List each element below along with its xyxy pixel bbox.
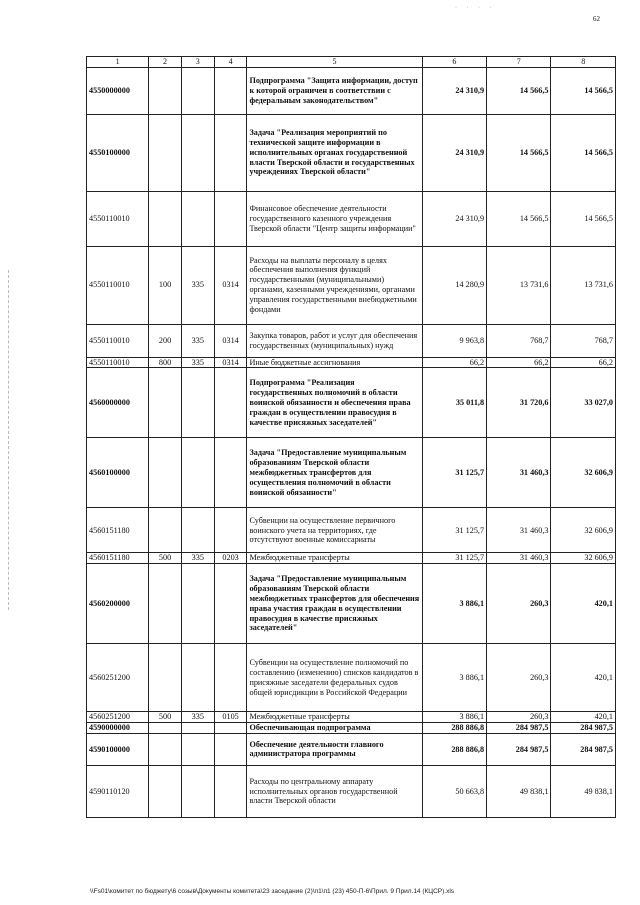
- table-row: [87, 508, 616, 553]
- header-cell: 6: [422, 57, 486, 68]
- code-cell: 4550110010: [87, 324, 149, 357]
- code-cell: 4560100000: [87, 438, 149, 508]
- table-row: [87, 723, 616, 734]
- amount-cell: 31 125,7: [422, 553, 486, 564]
- amount-cell: 260,3: [487, 712, 551, 723]
- code-cell: 4590100000: [87, 733, 149, 765]
- amount-cell: 768,7: [487, 324, 551, 357]
- amount-cell: 260,3: [487, 644, 551, 712]
- code-cell: 4550110010: [87, 191, 149, 246]
- table-row: [87, 246, 616, 324]
- table-row: [87, 67, 616, 114]
- amount-cell: 14 280,9: [422, 246, 486, 324]
- amount-cell: 24 310,9: [422, 191, 486, 246]
- amount-cell: 32 606,9: [551, 438, 616, 508]
- table-row: [87, 191, 616, 246]
- description-cell: Задача "Предоставление муниципальным образованиям Тверской области межбюджетных трансфертов для осуществления полномочий в области воинской обязанности": [247, 438, 422, 508]
- amount-cell: 9 963,8: [422, 324, 486, 357]
- file-path-footer: \\Fs01\комитет по бюджету\6 созыв\Документы комитета\23 заседание (2)\п1\п1 (23) 450-П-6\Прил. 9 Прил.14 (КЦСР).xls: [90, 888, 455, 895]
- chapter-cell: [181, 114, 214, 191]
- description-cell: Финансовое обеспечение деятельности государственного казенного учреждения Тверской области "Центр защиты информации": [247, 191, 422, 246]
- header-cell: 3: [181, 57, 214, 68]
- chapter-cell: [181, 733, 214, 765]
- amount-cell: 768,7: [551, 324, 616, 357]
- header-cell: 4: [214, 57, 247, 68]
- chapter-cell: [181, 508, 214, 553]
- table-row: [87, 644, 616, 712]
- table-row: [87, 324, 616, 357]
- section-cell: 0314: [214, 246, 247, 324]
- amount-cell: 284 987,5: [487, 723, 551, 734]
- section-cell: 0203: [214, 553, 247, 564]
- code-cell: 4560151180: [87, 508, 149, 553]
- description-cell: Подпрограмма "Реализация государственных полномочий в области воинской обязанности и обеспечения права граждан в осуществлении правосудия в качестве присяжных заседателей": [247, 368, 422, 438]
- amount-cell: 284 987,5: [487, 733, 551, 765]
- section-cell: [214, 644, 247, 712]
- code-cell: 4560000000: [87, 368, 149, 438]
- scan-marks: · · · ·: [455, 5, 496, 11]
- amount-cell: 14 566,5: [551, 191, 616, 246]
- chapter-cell: 335: [181, 712, 214, 723]
- chapter-cell: [181, 191, 214, 246]
- group-cell: [149, 67, 182, 114]
- table-row: [87, 553, 616, 564]
- section-cell: [214, 114, 247, 191]
- section-cell: [214, 191, 247, 246]
- amount-cell: 260,3: [487, 564, 551, 644]
- amount-cell: 49 838,1: [487, 765, 551, 817]
- code-cell: 4590000000: [87, 723, 149, 734]
- description-cell: Расходы по центральному аппарату исполнительных органов государственной власти Тверской области: [247, 765, 422, 817]
- section-cell: 0314: [214, 357, 247, 368]
- group-cell: [149, 564, 182, 644]
- amount-cell: 31 720,6: [487, 368, 551, 438]
- budget-table: [86, 56, 616, 818]
- amount-cell: 14 566,5: [487, 191, 551, 246]
- group-cell: [149, 508, 182, 553]
- header-cell: 2: [149, 57, 182, 68]
- header-cell: 7: [487, 57, 551, 68]
- table-row: [87, 712, 616, 723]
- amount-cell: 35 011,8: [422, 368, 486, 438]
- description-cell: Задача "Реализация мероприятий по технической защите информации в исполнительных органах государственной власти Тверской области и государственных учреждениях Тверской области": [247, 114, 422, 191]
- chapter-cell: [181, 368, 214, 438]
- amount-cell: 24 310,9: [422, 114, 486, 191]
- table-row: [87, 733, 616, 765]
- amount-cell: 3 886,1: [422, 644, 486, 712]
- amount-cell: 24 310,9: [422, 67, 486, 114]
- header-cell: 8: [551, 57, 616, 68]
- code-cell: 4550110010: [87, 246, 149, 324]
- section-cell: [214, 723, 247, 734]
- table-row: [87, 357, 616, 368]
- group-cell: [149, 733, 182, 765]
- scan-margin-marks: [8, 270, 10, 610]
- description-cell: Расходы на выплаты персоналу в целях обеспечения выполнения функций государственными (муниципальными) органами, казенными учреждениями, органами управления государственными внебюджетными фондами: [247, 246, 422, 324]
- group-cell: [149, 644, 182, 712]
- amount-cell: 420,1: [551, 712, 616, 723]
- chapter-cell: 335: [181, 246, 214, 324]
- amount-cell: 66,2: [551, 357, 616, 368]
- amount-cell: 49 838,1: [551, 765, 616, 817]
- description-cell: Задача "Предоставление муниципальным образованиям Тверской области межбюджетных трансфертов для обеспечения права участия граждан в осуществлении правосудия в качестве присяжных заседателей": [247, 564, 422, 644]
- section-cell: [214, 765, 247, 817]
- chapter-cell: [181, 644, 214, 712]
- amount-cell: 420,1: [551, 564, 616, 644]
- code-cell: 4560251200: [87, 644, 149, 712]
- amount-cell: 288 886,8: [422, 733, 486, 765]
- table-header-row: [87, 57, 616, 68]
- amount-cell: 420,1: [551, 644, 616, 712]
- group-cell: 100: [149, 246, 182, 324]
- section-cell: 0314: [214, 324, 247, 357]
- header-cell: 5: [247, 57, 422, 68]
- table-row: [87, 765, 616, 817]
- group-cell: [149, 765, 182, 817]
- group-cell: 500: [149, 712, 182, 723]
- code-cell: 4560151180: [87, 553, 149, 564]
- code-cell: 4590110120: [87, 765, 149, 817]
- code-cell: 4550000000: [87, 67, 149, 114]
- chapter-cell: [181, 438, 214, 508]
- amount-cell: 14 566,5: [487, 67, 551, 114]
- chapter-cell: [181, 67, 214, 114]
- section-cell: [214, 733, 247, 765]
- table-row: [87, 368, 616, 438]
- table-row: [87, 438, 616, 508]
- chapter-cell: 335: [181, 357, 214, 368]
- section-cell: [214, 564, 247, 644]
- code-cell: 4550110010: [87, 357, 149, 368]
- description-cell: Межбюджетные трансферты: [247, 553, 422, 564]
- code-cell: 4560251200: [87, 712, 149, 723]
- description-cell: Обеспечивающая подпрограмма: [247, 723, 422, 734]
- amount-cell: 33 027,0: [551, 368, 616, 438]
- amount-cell: 50 663,8: [422, 765, 486, 817]
- amount-cell: 31 125,7: [422, 438, 486, 508]
- amount-cell: 284 987,5: [551, 723, 616, 734]
- description-cell: Закупка товаров, работ и услуг для обеспечения государственных (муниципальных) нужд: [247, 324, 422, 357]
- amount-cell: 13 731,6: [551, 246, 616, 324]
- amount-cell: 14 566,5: [551, 67, 616, 114]
- chapter-cell: [181, 723, 214, 734]
- amount-cell: 32 606,9: [551, 508, 616, 553]
- code-cell: 4560200000: [87, 564, 149, 644]
- amount-cell: 31 460,3: [487, 508, 551, 553]
- code-cell: 4550100000: [87, 114, 149, 191]
- chapter-cell: 335: [181, 553, 214, 564]
- section-cell: 0105: [214, 712, 247, 723]
- amount-cell: 14 566,5: [551, 114, 616, 191]
- group-cell: [149, 114, 182, 191]
- section-cell: [214, 368, 247, 438]
- description-cell: Иные бюджетные ассигнования: [247, 357, 422, 368]
- amount-cell: 14 566,5: [487, 114, 551, 191]
- description-cell: Обеспечение деятельности главного администратора программы: [247, 733, 422, 765]
- amount-cell: 3 886,1: [422, 712, 486, 723]
- group-cell: [149, 723, 182, 734]
- section-cell: [214, 438, 247, 508]
- amount-cell: 13 731,6: [487, 246, 551, 324]
- amount-cell: 31 125,7: [422, 508, 486, 553]
- description-cell: Межбюджетные трансферты: [247, 712, 422, 723]
- amount-cell: 32 606,9: [551, 553, 616, 564]
- amount-cell: 31 460,3: [487, 553, 551, 564]
- description-cell: Подпрограмма "Защита информации, доступ к которой ограничен в соответствии с федеральным законодательством": [247, 67, 422, 114]
- table-row: [87, 564, 616, 644]
- amount-cell: 284 987,5: [551, 733, 616, 765]
- description-cell: Субвенции на осуществление полномочий по составлению (изменению) списков кандидатов в присяжные заседатели федеральных судов общей юрисдикции в Российской Федерации: [247, 644, 422, 712]
- header-cell: 1: [87, 57, 149, 68]
- amount-cell: 31 460,3: [487, 438, 551, 508]
- chapter-cell: 335: [181, 324, 214, 357]
- amount-cell: 3 886,1: [422, 564, 486, 644]
- group-cell: [149, 368, 182, 438]
- table-row: [87, 114, 616, 191]
- group-cell: [149, 191, 182, 246]
- section-cell: [214, 67, 247, 114]
- chapter-cell: [181, 564, 214, 644]
- group-cell: 800: [149, 357, 182, 368]
- section-cell: [214, 508, 247, 553]
- chapter-cell: [181, 765, 214, 817]
- page-number: 62: [593, 15, 600, 23]
- amount-cell: 288 886,8: [422, 723, 486, 734]
- group-cell: 200: [149, 324, 182, 357]
- description-cell: Субвенции на осуществление первичного воинского учета на территориях, где отсутствуют военные комиссариаты: [247, 508, 422, 553]
- group-cell: [149, 438, 182, 508]
- amount-cell: 66,2: [422, 357, 486, 368]
- group-cell: 500: [149, 553, 182, 564]
- amount-cell: 66,2: [487, 357, 551, 368]
